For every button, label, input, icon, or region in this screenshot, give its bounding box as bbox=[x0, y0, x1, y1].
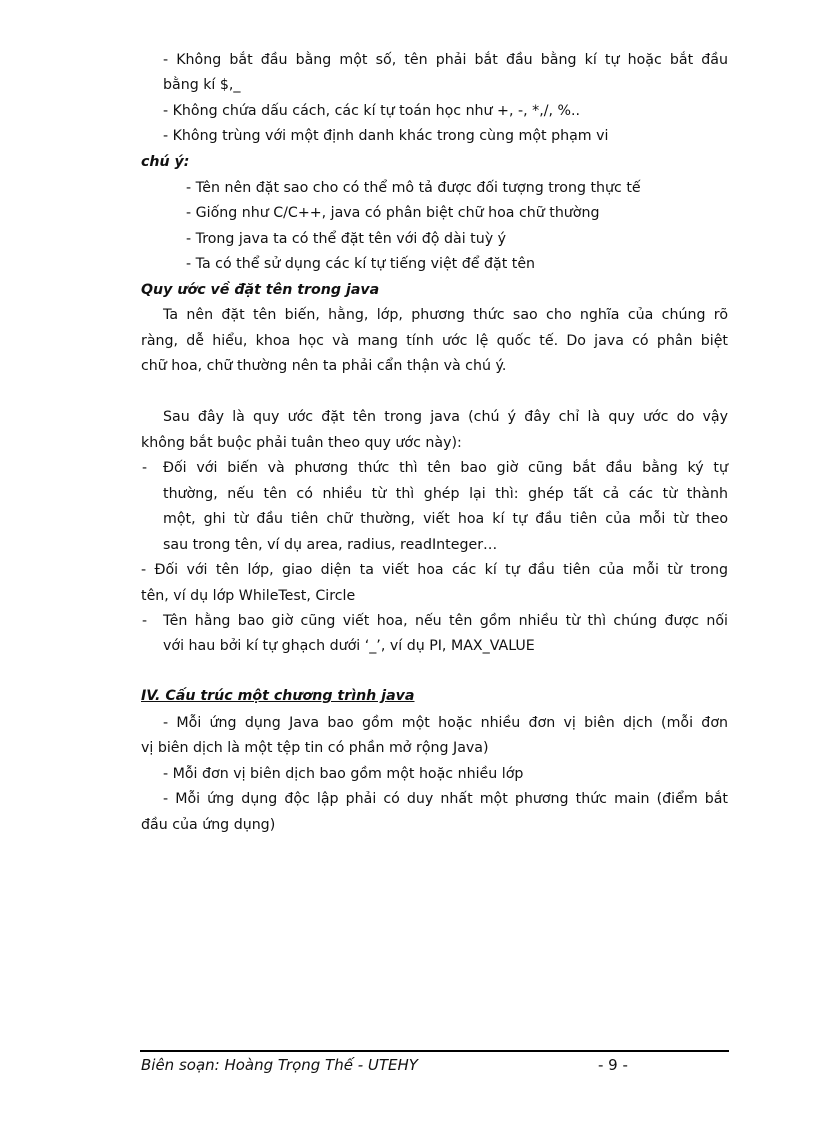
bullet-marker: - bbox=[142, 613, 148, 629]
bullet-line: một, ghi từ đầu tiên chữ thường, viết hoa kí tự đầu tiên của mỗi từ theo bbox=[163, 511, 728, 527]
note-line: - Tên nên đặt sao cho có thể mô tả được đối tượng trong thực tế bbox=[186, 180, 641, 196]
rule-line: - Không bắt đầu bằng một số, tên phải bắt đầu bằng kí tự hoặc bắt đầu bbox=[163, 52, 728, 68]
note-line: - Trong java ta có thể đặt tên với độ dài tuỳ ý bbox=[186, 231, 506, 247]
structure-line: - Mỗi ứng dụng độc lập phải có duy nhất một phương thức main (điểm bắt bbox=[163, 791, 728, 807]
note-line: - Ta có thể sử dụng các kí tự tiếng việt để đặt tên bbox=[186, 256, 536, 272]
structure-line: vị biên dịch là một tệp tin có phần mở rộng Java) bbox=[141, 740, 489, 756]
note-line: - Giống như C/C++, java có phân biệt chữ hoa chữ thường bbox=[186, 205, 600, 221]
note-heading: chú ý: bbox=[141, 154, 190, 170]
class-rule-line: - Đối với tên lớp, giao diện ta viết hoa các kí tự đầu tiên của mỗi từ trong bbox=[141, 562, 728, 578]
footer-rule bbox=[140, 1050, 729, 1052]
structure-line: đầu của ứng dụng) bbox=[141, 817, 276, 833]
class-rule-line: tên, ví dụ lớp WhileTest, Circle bbox=[141, 588, 356, 604]
bullet-line: Tên hằng bao giờ cũng viết hoa, nếu tên gồm nhiều từ thì chúng được nối bbox=[163, 613, 728, 629]
bullet-line: Đối với biến và phương thức thì tên bao giờ cũng bắt đầu bằng ký tự bbox=[163, 460, 728, 476]
rule-line: - Không chứa dấu cách, các kí tự toán học như +, -, *,/, %.. bbox=[163, 103, 581, 119]
footer-author: Biên soạn: Hoàng Trọng Thế - UTEHY bbox=[141, 1056, 418, 1074]
paragraph-line: chữ hoa, chữ thường nên ta phải cẩn thận và chú ý. bbox=[141, 358, 507, 374]
bullet-line: sau trong tên, ví dụ area, radius, readInteger… bbox=[163, 537, 498, 553]
bullet-line: thường, nếu tên có nhiều từ thì ghép lại thì: ghép tất cả các từ thành bbox=[163, 486, 728, 502]
rule-line: bằng kí $,_ bbox=[163, 77, 241, 93]
bullet-line: với hau bởi kí tự ghạch dưới ‘_’, ví dụ PI, MAX_VALUE bbox=[163, 638, 535, 654]
section-heading: IV. Cấu trúc một chương trình java bbox=[141, 688, 415, 704]
convention-heading: Quy ước về đặt tên trong java bbox=[141, 282, 380, 298]
paragraph-line: ràng, dễ hiểu, khoa học và mang tính ước lệ quốc tế. Do java có phân biệt bbox=[141, 333, 728, 349]
structure-line: - Mỗi ứng dụng Java bao gồm một hoặc nhiều đơn vị biên dịch (mỗi đơn bbox=[163, 715, 728, 731]
page-number: - 9 - bbox=[598, 1056, 628, 1074]
rule-line: - Không trùng với một định danh khác trong cùng một phạm vi bbox=[163, 128, 609, 144]
structure-line: - Mỗi đơn vị biên dịch bao gồm một hoặc nhiều lớp bbox=[163, 766, 524, 782]
paragraph-line: Sau đây là quy ước đặt tên trong java (chú ý đây chỉ là quy ước do vậy bbox=[163, 409, 728, 425]
paragraph-line: Ta nên đặt tên biến, hằng, lớp, phương thức sao cho nghĩa của chúng rõ bbox=[163, 307, 728, 323]
bullet-marker: - bbox=[142, 460, 148, 476]
paragraph-line: không bắt buộc phải tuân theo quy ước này): bbox=[141, 435, 462, 451]
